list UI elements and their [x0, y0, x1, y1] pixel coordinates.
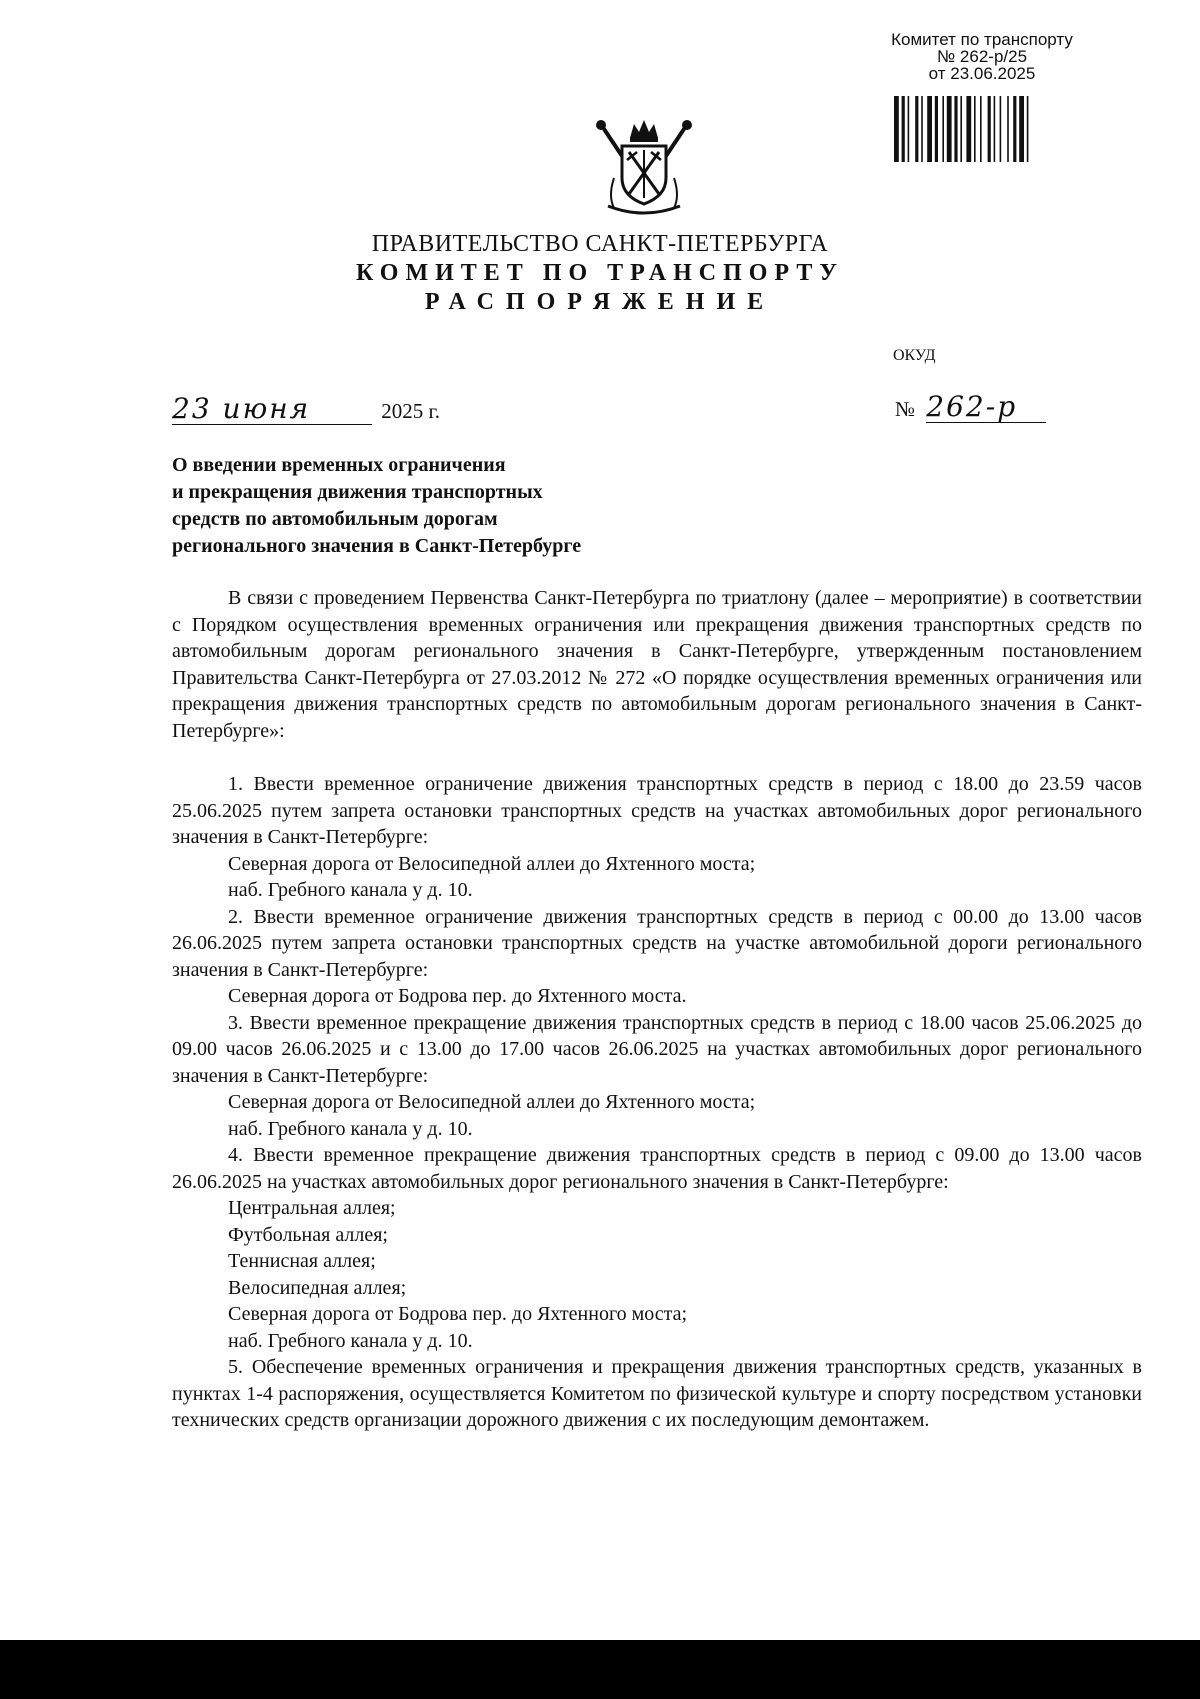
handwritten-number: 262-р	[926, 392, 1046, 423]
document-number	[895, 392, 1046, 423]
item-2-road: Северная дорога от Бодрова пер. до Яхтенного моста.	[228, 985, 687, 1007]
stamp-date: от 23.06.2025	[928, 64, 1036, 83]
date-year: 2025 г.	[381, 399, 440, 423]
handwritten-date: 23 июня	[172, 394, 372, 425]
registration-stamp	[862, 31, 1102, 82]
saint-petersburg-coat-of-arms-icon	[592, 116, 696, 220]
item-3-road: Северная дорога от Велосипедной аллеи до Яхтенного моста;	[228, 1091, 756, 1113]
document-subject	[172, 452, 581, 560]
document-type-title: РАСПОРЯЖЕНИЕ	[424, 289, 776, 315]
subject-line: регионального значения в Санкт-Петербурге	[172, 535, 582, 557]
item-5: 5. Обеспечение временных ограничения и прекращения движения транспортных средств, указанных в пунктах 1-4 распоряжения, осуществляется Комитетом по физической культуре и спорту посредством установки технических средств организации дорожного движения с их последующим демонтажем.	[172, 1356, 1142, 1431]
item-4-road: наб. Гребного канала у д. 10.	[228, 1329, 473, 1352]
item-1: 1. Ввести временное ограничение движения транспортных средств в период с 18.00 до 23.59 часов 25.06.2025 путем запрета остановки транспортных средств на участках автомобильных дорог регионального значения в Санкт-Петербурге:	[172, 773, 1142, 848]
committee-title: КОМИТЕТ ПО ТРАНСПОРТУ	[356, 260, 844, 286]
barcode-icon	[894, 96, 1080, 162]
number-prefix: №	[895, 397, 916, 421]
item-4-road: Теннисная аллея;	[228, 1250, 376, 1272]
document-date	[172, 394, 440, 425]
stamp-committee: Комитет по транспорту	[891, 30, 1073, 49]
item-4-road: Центральная аллея;	[228, 1197, 396, 1219]
stamp-number: № 262-р/25	[936, 47, 1028, 66]
item-3-road: наб. Гребного канала у д. 10.	[228, 1117, 473, 1140]
item-2: 2. Ввести временное ограничение движения транспортных средств в период с 00.00 до 13.00 часов 26.06.2025 путем запрета остановки транспортных средств на участке автомобильной дороги регионального значения в Санкт-Петербурге:	[172, 905, 1142, 981]
government-title: ПРАВИТЕЛЬСТВО САНКТ-ПЕТЕРБУРГА	[371, 231, 829, 257]
subject-line: и прекращения движения транспортных	[172, 481, 543, 503]
subject-line: О введении временных ограничения	[172, 454, 506, 476]
document-body	[172, 585, 1142, 1434]
preamble-paragraph: В связи с проведением Первенства Санкт-Петербурга по триатлону (далее – мероприятие) в соответствии с Порядком осуществления временных ограничения или прекращения движения транспортных средств по автомобильным дорогам регионального значения в Санкт-Петербурге, утвержденным постановлением Правительства Санкт-Петербурга от 27.03.2012 № 272 «О порядке осуществления временных ограничения или прекращения движения транспортных средств по автомобильным дорогам регионального значения в Санкт-Петербурге»:	[172, 587, 1142, 742]
item-4-road: Велосипедная аллея;	[228, 1276, 407, 1299]
item-3: 3. Ввести временное прекращение движения транспортных средств в период с 18.00 часов 25.06.2025 до 09.00 часов 26.06.2025 и с 13.00 до 17.00 часов 26.06.2025 на участках автомобильных дорог регионального значения в Санкт-Петербурге:	[172, 1011, 1142, 1087]
subject-line: средств по автомобильным дорогам	[172, 508, 498, 530]
item-1-road: Северная дорога от Велосипедной аллеи до Яхтенного моста;	[228, 852, 756, 875]
scan-bottom-edge	[0, 1640, 1200, 1699]
item-1-road: наб. Гребного канала у д. 10.	[228, 879, 473, 901]
okud-label: ОКУД	[893, 347, 936, 364]
item-4-road: Северная дорога от Бодрова пер. до Яхтенного моста;	[228, 1303, 688, 1325]
item-4: 4. Ввести временное прекращение движения транспортных средств в период с 09.00 до 13.00 часов 26.06.2025 на участках автомобильных дорог регионального значения в Санкт-Петербурге:	[172, 1144, 1142, 1193]
item-4-road: Футбольная аллея;	[228, 1223, 388, 1246]
